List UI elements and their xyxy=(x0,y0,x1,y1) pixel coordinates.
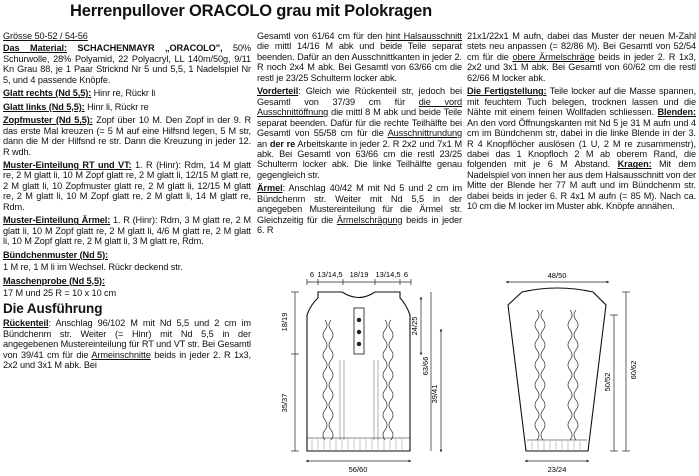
buendchen-text: 1 M re, 1 M li im Wechsel. Rückr deckend str. xyxy=(3,262,183,273)
dim-neck: 18/19 xyxy=(349,270,369,279)
fertigstellung-section: Die Fertigstellung: Teile locker auf die Masse spannen, mit feuchtem Tuch belegen, trocknen lassen und die Nähte mit einem feinen Wollfaden schliessen. Blenden: An den vord Öffnungskanten mit Nd 5 je 31 M aufn und 4 cm im Bündchenm str, dabei in die linke Blende in der 3. R 4 Knopflöcher auslösen (1 U, 2 M re zusammenstr), dabei das 1 Knopfloch 2 M ab oberem Rand, die folgenden mit je 6 M Abstand. Kragen: Mit dem Nadelspiel von innen her aus dem Halsausschnitt von der Mitte der Blende her 77 M auft und im Bündchenm str. dabei beids in jeder 6. R 4x1 M aufn (= 85 M). Nach ca. 10 cm die M locker im Muster abk. Knöpfe annähen. xyxy=(467,86,696,212)
dim-body-total: 63/66 xyxy=(421,356,430,376)
dim-sleeve-total: 60/62 xyxy=(629,360,638,380)
glatt-rechts-section: Glatt rechts (Nd 5,5): Hinr re, Rückr li xyxy=(3,88,156,99)
size-label: Grösse 50-52 / 54-56 xyxy=(3,31,88,41)
dim-body-width: 56/60 xyxy=(348,465,368,474)
maschenprobe-heading: Maschenprobe (Nd 5,5): xyxy=(3,275,105,286)
buendchen-heading: Bündchenmuster (Nd 5): xyxy=(3,249,108,260)
dim-body-upper: 18/19 xyxy=(280,312,289,332)
vorderteil-section: Vorderteil: Gleich wie Rückenteil str, jedoch bei Gesamtl von 37/39 cm für die vord Ausschnittöffnung die mittl 8 M abk und beide Teile separat beenden. Dafür für die rechte Teilhälfte bei Gesamtl von 55/58 cm für die Ausschnittrundung an der re Arbeitskante in jeder 2. R 2x2 und 7x1 M abk. Bei Gesamtl von 63/66 cm die restl 23/25 Schulterm locker abk. Die linke Teilhälfte genau gegengleich str. xyxy=(257,86,463,180)
dim-shoulder-left-2: 13/14,5 xyxy=(317,270,343,279)
dim-shoulder-left: 6 xyxy=(309,270,315,279)
zopfmuster-section: Zopfmuster (Nd 5,5): Zopf über 10 M. Den Zopf in der 9. R das erste Mal kreuzen (= 5 M auf eine Hilfsnd legen, 5 M str, dann die M der Hilfsnd re str. Dann die Kreuzung in jeder 12. R wdh. xyxy=(3,115,251,157)
section-subtitle: Die Ausführung xyxy=(3,301,103,317)
dim-body-lower: 35/37 xyxy=(280,393,289,413)
dim-armhole: 39/41 xyxy=(430,384,439,404)
dim-sleeve-length: 50/52 xyxy=(603,372,612,392)
dim-neck-depth: 24/25 xyxy=(410,316,419,336)
dim-sleeve-top: 48/50 xyxy=(547,271,567,280)
muster-aermel-section: Muster-Einteilung Ärmel: 1. R (Hinr): Rdm, 3 M glatt re, 2 M glatt li, 10 M Zopf glatt re, 2 M glatt li, 4/6 M glatt re, 2 M glatt li, 10 M Zopf glatt re, 2 M glatt li, 3 M glatt re, Rdm. xyxy=(3,215,251,247)
body-piece-schematic xyxy=(280,270,441,474)
muster-rt-vt-section: Muster-Einteilung RT und VT: 1. R (Hinr): Rdm, 14 M glatt re, 2 M glatt li, 10 M Zopf glatt re, 2 M glatt li, 12/15 M glatt re, 2 M glatt li, 10 Zopfmuster glatt re, 2 M glatt li, 12/15 M glatt re, 2 M glatt li, 10 M Zopf glatt re, 2 M glatt li, 14 M glatt re, Rdm. xyxy=(3,159,251,212)
page-title: Herrenpullover ORACOLO grau mit Polokragen xyxy=(70,2,432,20)
hals-section: Gesamtl von 61/64 cm für den hint Halsausschnitt die mittl 14/16 M abk und beide Teile separat beenden. Dafür an den Ausschnittkanten in jeder 2. R noch 2x4 M abk. Bei Gesamtl von 63/66 cm die restl je 23/25 Schulterm locker abk. xyxy=(257,31,462,83)
aermel-section: Ärmel: Anschlag 40/42 M mit Nd 5 und 2 cm im Bündchenm str. Weiter mit Nd 5,5 in der angegeben Mustereinteilung für die Ärmel str. Gleichzeitig für die Ärmelschrägung beids in jeder 6. R xyxy=(257,183,463,236)
aermel-continued: 21x1/22x1 M aufn, dabei das Muster der neuen M-Zahl stets neu anpassen (= 82/86 M). Bei Gesamtl von 52/54 cm für die obere Ärmelschräge beids in jeder 2. R 1x3, 2x2 und 3x1 M abk. Bei Gesamtl von 60/62 cm die restl 62/66 M locker abk. xyxy=(467,31,696,83)
sleeve-schematic xyxy=(507,271,638,474)
glatt-links-section: Glatt links (Nd 5,5): Hinr li, Rückr re xyxy=(3,101,149,112)
rueckenteil-section: Rückenteil: Anschlag 96/102 M mit Nd 5,5 und 2 cm im Bündchenm str. Weiter (= Hinr) mit Nd 5,5 in der angegebenen Mustereinteilung für RT und VT str. Bei Gesamtl von 39/41 cm für die Armeinschnitte beids in jeder 2. R 1x3, 2x2 und 3x1 M abk. Bei xyxy=(3,318,251,371)
dim-sleeve-cuff: 23/24 xyxy=(547,465,567,474)
maschenprobe-text: 17 M und 25 R = 10 x 10 cm xyxy=(3,287,117,298)
material-section: Das Material: SCHACHENMAYR „ORACOLO", 50% Schurwolle, 28% Polyamid, 22 Polyacryl, LL 140m/50g, 9/11 Kn Grau 88, je 1 Paar Stricknd Nr 5 und 5,5, 1 Nadelspiel Nr 5, und 4 passende Knöpfe. xyxy=(3,43,251,85)
dim-shoulder-right-2: 13/14,5 xyxy=(375,270,401,279)
dim-shoulder-right: 6 xyxy=(403,270,409,279)
